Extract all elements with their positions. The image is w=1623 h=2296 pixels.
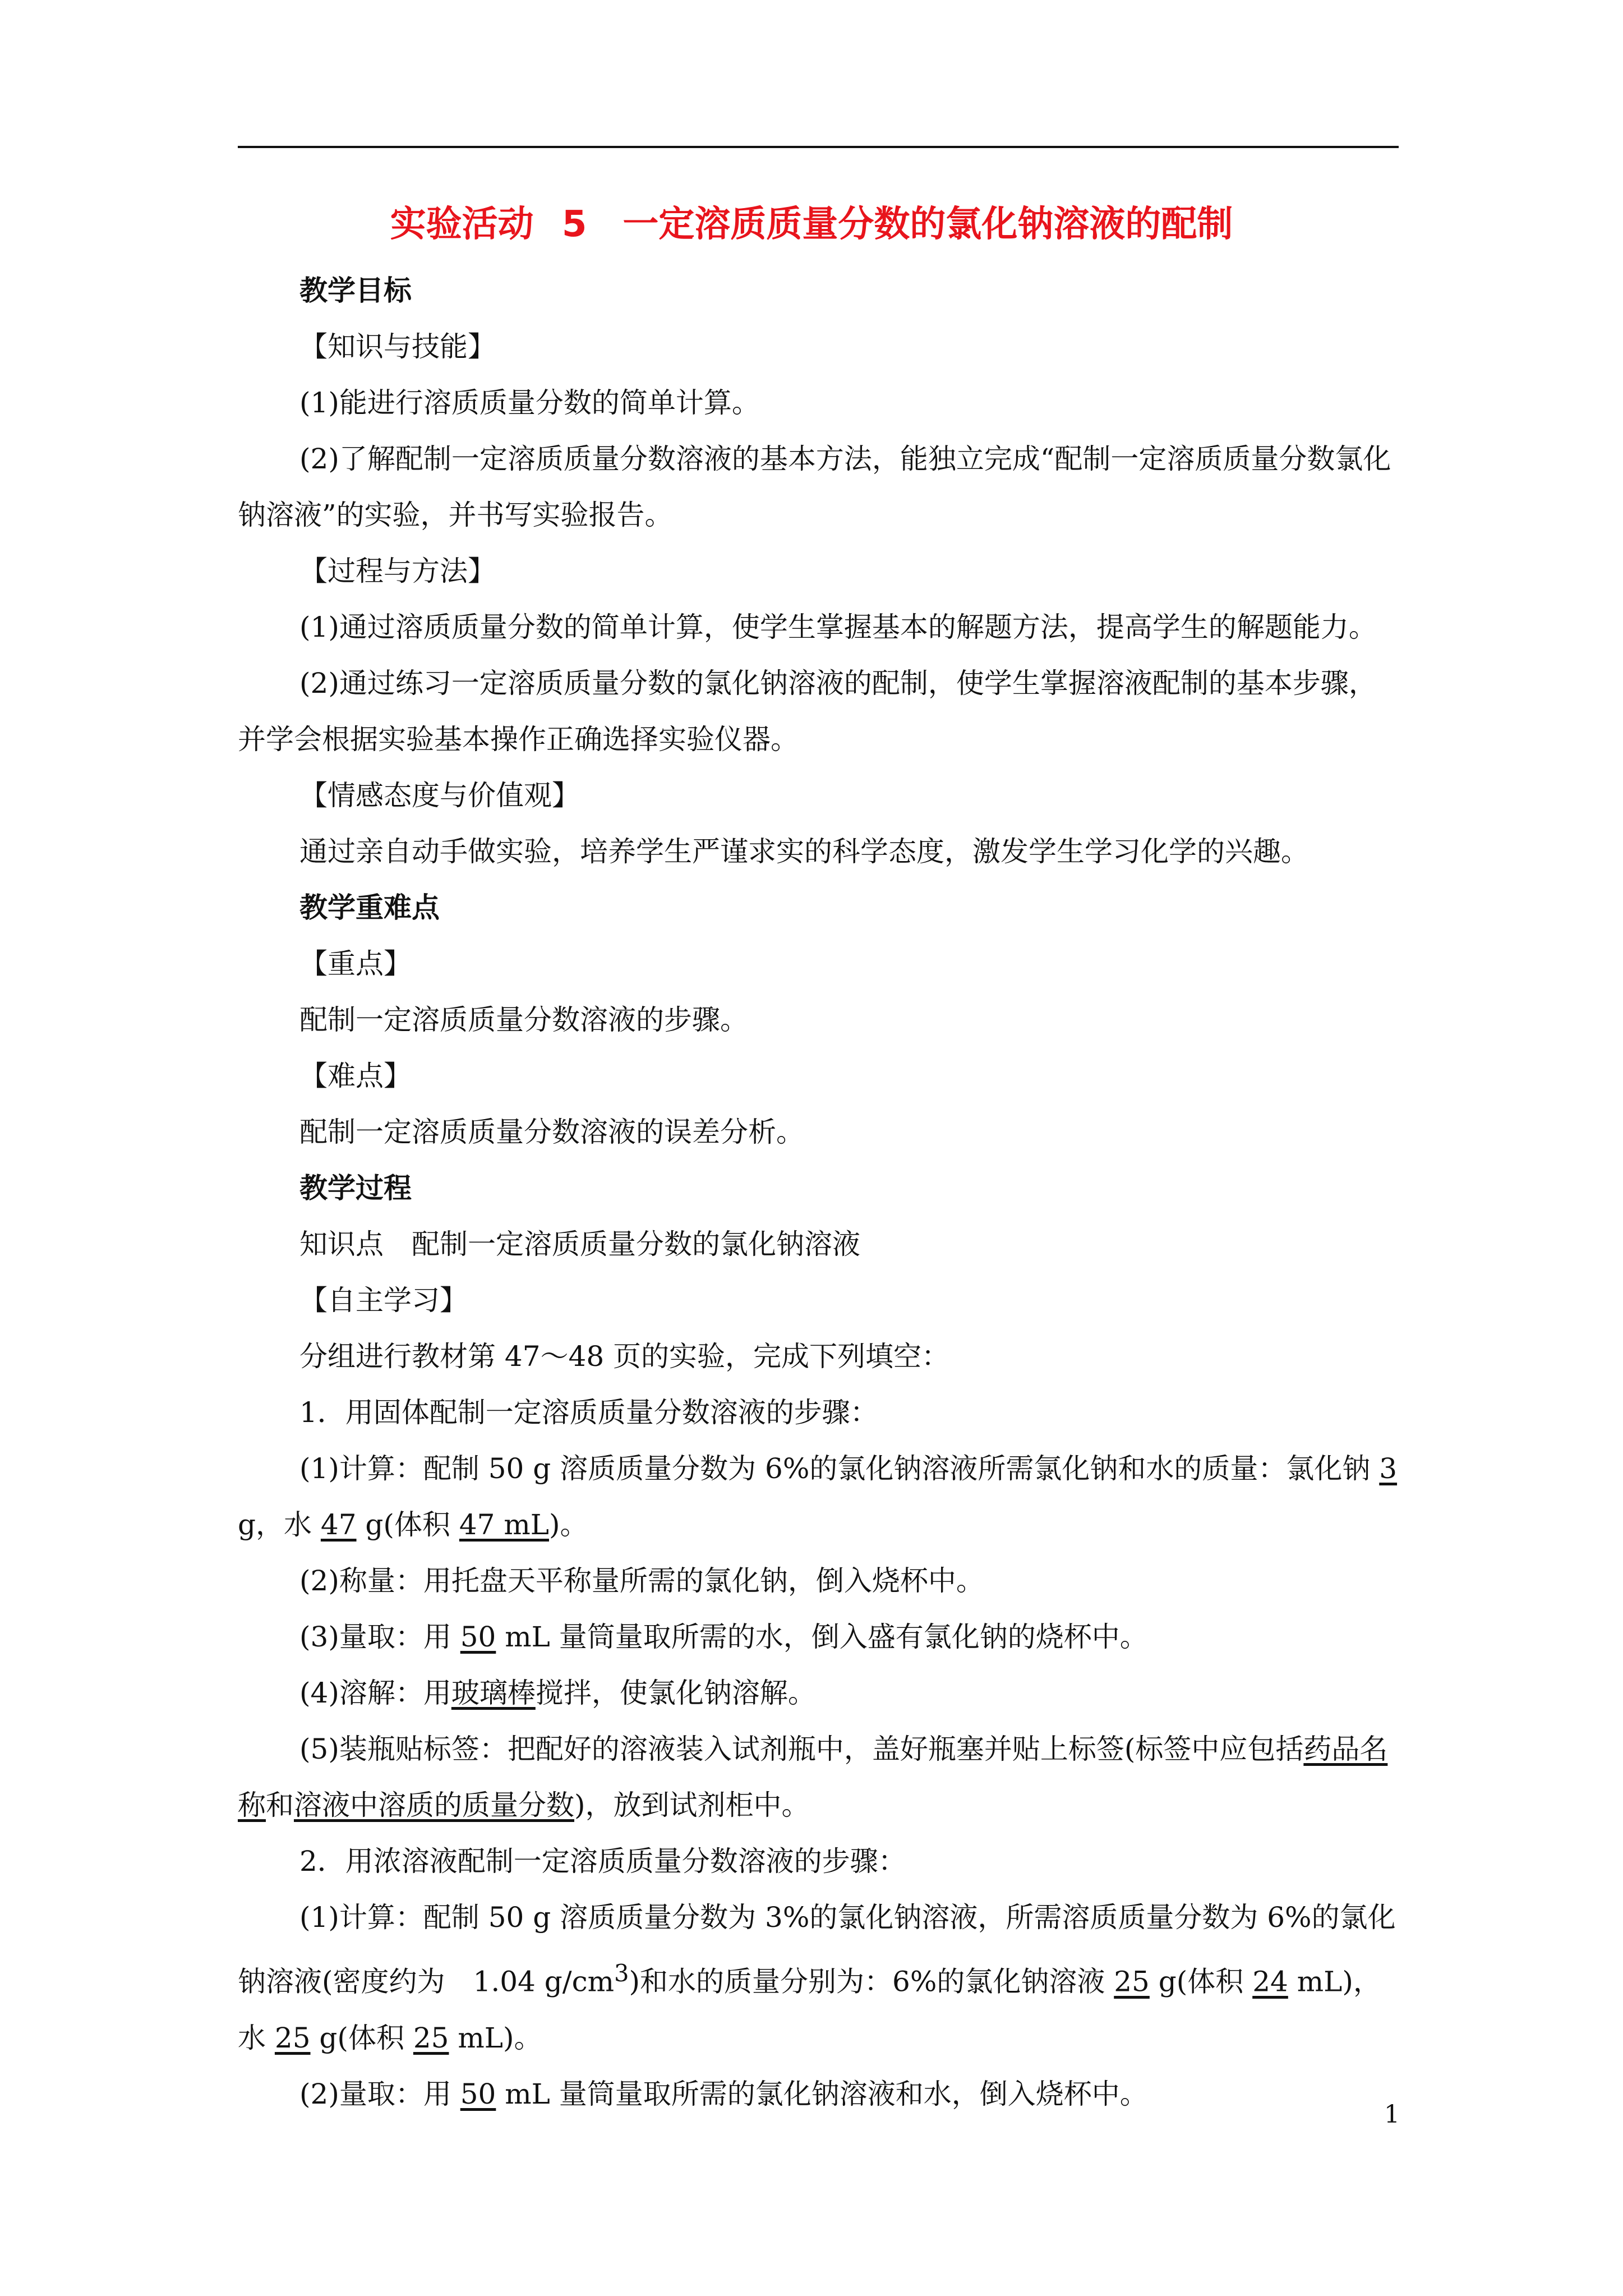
answer-blank: 药品名称: [238, 1733, 1388, 1821]
answer-blank: 47: [320, 1508, 357, 1541]
step2-measure: (2)量取：用 50 mL 量筒量取所需的氯化钠溶液和水，倒入烧杯中。: [299, 2077, 1148, 2110]
step1-heading: 1．用固体配制一定溶质质量分数溶液的步骤：: [299, 1396, 878, 1429]
section-heading-process: 教学过程: [299, 1172, 412, 1204]
answer-blank: 25: [413, 2021, 449, 2054]
answer-blank: 25: [1114, 1965, 1150, 1998]
step1-weigh: (2)称量：用托盘天平称量所需的氯化钠，倒入烧杯中。: [299, 1565, 984, 1597]
step1-calculation: (1)计算：配制 50 g 溶质质量分数为 6%的氯化钠溶液所需氯化钠和水的质量：氯化钠 3 g，水 47 g(体积 47 mL)。: [238, 1452, 1398, 1541]
subheading-process: 【过程与方法】: [299, 555, 496, 587]
section-heading-objectives: 教学目标: [299, 274, 412, 307]
answer-blank: 3: [1379, 1452, 1398, 1485]
answer-blank: 溶液中溶质的质量分数: [294, 1789, 574, 1821]
answer-blank: 50: [460, 2077, 496, 2110]
answer-blank: 玻璃棒: [451, 1677, 536, 1709]
knowledge-point: 知识点 配制一定溶质质量分数的氯化钠溶液: [299, 1228, 860, 1260]
document-body: [238, 263, 1399, 2122]
answer-blank: 24: [1252, 1965, 1288, 1998]
paragraph-p1: (1)通过溶质质量分数的简单计算，使学生掌握基本的解题方法，提高学生的解题能力。: [299, 611, 1377, 643]
subheading-difficult: 【难点】: [299, 1060, 412, 1092]
subheading-knowledge: 【知识与技能】: [299, 330, 496, 363]
section-heading-keypoints: 教学重难点: [299, 891, 440, 924]
subheading-emotion: 【情感态度与价值观】: [299, 779, 580, 812]
page-number: 1: [1384, 2100, 1400, 2129]
header-rule: [238, 146, 1399, 148]
step1-dissolve: (4)溶解：用玻璃棒搅拌，使氯化钠溶解。: [299, 1677, 816, 1709]
subheading-key: 【重点】: [299, 947, 412, 980]
paragraph-intro: 分组进行教材第 47～48 页的实验，完成下列填空：: [299, 1340, 950, 1373]
subheading-self-study: 【自主学习】: [299, 1284, 468, 1317]
paragraph-k1: (1)能进行溶质质量分数的简单计算。: [299, 386, 760, 419]
paragraph-key: 配制一定溶质质量分数溶液的步骤。: [299, 1004, 748, 1036]
step1-bottle: (5)装瓶贴标签：把配好的溶液装入试剂瓶中，盖好瓶塞并贴上标签(标签中应包括药品名称和溶液中溶质的质量分数)，放到试剂柜中。: [238, 1733, 1388, 1821]
document-title: 实验活动 5 一定溶质质量分数的氯化钠溶液的配制: [390, 204, 1233, 245]
paragraph-difficult: 配制一定溶质质量分数溶液的误差分析。: [299, 1116, 804, 1148]
answer-blank: 25: [274, 2021, 311, 2054]
answer-blank: 47 mL: [459, 1508, 549, 1541]
step2-calculation: (1)计算：配制 50 g 溶质质量分数为 3%的氯化钠溶液，所需溶质质量分数为 6%的氯化钠溶液(密度约为 1.04 $g/cm^3$)和水的质量分别为：6%的氯化钠溶液 25 g(体积 24 mL)，水 25 g(体积 25 mL)。: [238, 1901, 1396, 2054]
paragraph-k2: (2)了解配制一定溶质质量分数溶液的基本方法，能独立完成“配制一定溶质质量分数氯化钠溶液”的实验，并书写实验报告。: [238, 443, 1391, 531]
step2-heading: 2．用浓溶液配制一定溶质质量分数溶液的步骤：: [299, 1845, 906, 1878]
answer-blank: 50: [460, 1621, 496, 1653]
paragraph-p2: (2)通过练习一定溶质质量分数的氯化钠溶液的配制，使学生掌握溶液配制的基本步骤，并学会根据实验基本操作正确选择实验仪器。: [238, 667, 1377, 756]
paragraph-e1: 通过亲自动手做实验，培养学生严谨求实的科学态度，激发学生学习化学的兴趣。: [299, 835, 1309, 868]
step1-measure: (3)量取：用 50 mL 量筒量取所需的水，倒入盛有氯化钠的烧杯中。: [299, 1621, 1148, 1653]
